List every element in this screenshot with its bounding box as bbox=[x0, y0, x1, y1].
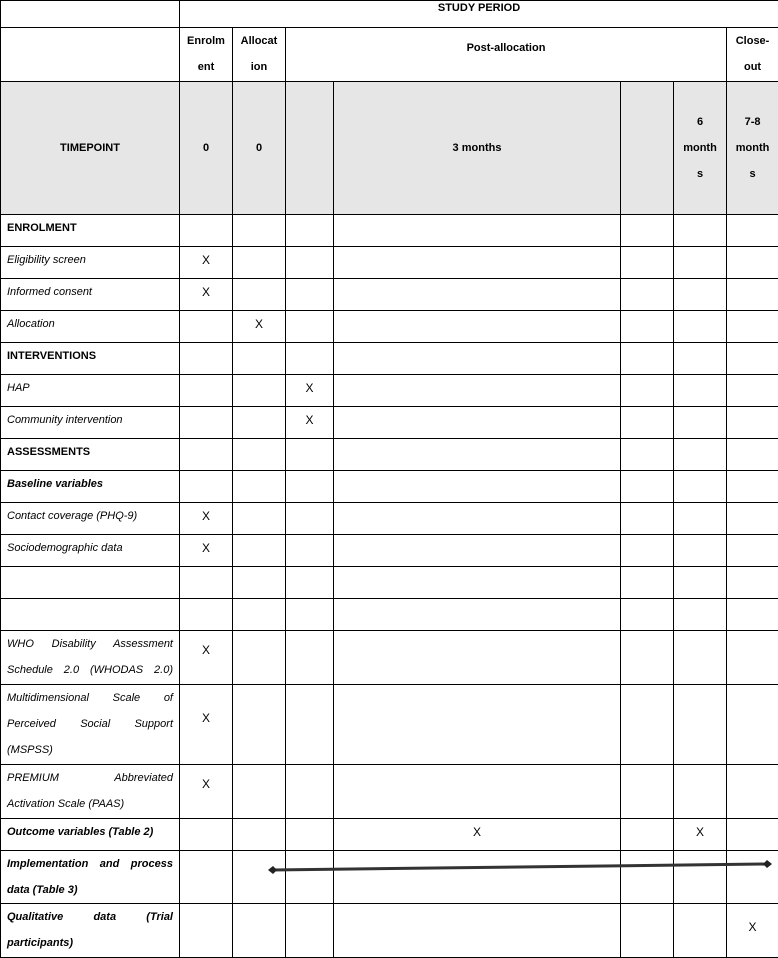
x-mark: X bbox=[180, 631, 233, 685]
row-label: Allocation bbox=[1, 311, 180, 343]
x-mark: X bbox=[180, 279, 233, 311]
row-interventions bbox=[1, 343, 778, 375]
closeout-phase-header: Close- out bbox=[727, 28, 778, 82]
timepoint-row bbox=[1, 82, 778, 215]
row-allocation bbox=[1, 311, 778, 343]
row-empty-2 bbox=[1, 599, 778, 631]
x-mark: X bbox=[233, 311, 286, 343]
x-mark: X bbox=[727, 904, 778, 958]
row-label: Sociodemographic data bbox=[1, 535, 180, 567]
row-label: ENROLMENT bbox=[1, 215, 180, 247]
row-label: Eligibility screen bbox=[1, 247, 180, 279]
row-empty-1 bbox=[1, 567, 778, 599]
x-mark: X bbox=[180, 503, 233, 535]
x-mark: X bbox=[180, 685, 233, 765]
row-label: PREMIUM Abbreviated Activation Scale (PAAS) bbox=[1, 765, 180, 819]
post-allocation-header: Post-allocation bbox=[286, 28, 727, 82]
empty-phase-cell bbox=[1, 28, 180, 82]
row-label: INTERVENTIONS bbox=[1, 343, 180, 375]
row-assessments bbox=[1, 439, 778, 471]
row-label: Baseline variables bbox=[1, 471, 180, 503]
row-label: Implementation and process data (Table 3) bbox=[1, 851, 180, 904]
timepoint-7-8-months: 7-8 month s bbox=[727, 82, 778, 215]
row-whodas bbox=[1, 631, 778, 685]
row-label: Multidimensional Scale of Perceived Social Support (MSPSS) bbox=[1, 685, 180, 765]
empty-corner-cell bbox=[1, 1, 180, 28]
row-label: HAP bbox=[1, 375, 180, 407]
row-contact-coverage bbox=[1, 503, 778, 535]
row-sociodemographic bbox=[1, 535, 778, 567]
header-row-study-period bbox=[1, 1, 778, 28]
row-hap bbox=[1, 375, 778, 407]
row-baseline-variables bbox=[1, 471, 778, 503]
row-label: Informed consent bbox=[1, 279, 180, 311]
row-label: Contact coverage (PHQ-9) bbox=[1, 503, 180, 535]
row-implementation-data bbox=[1, 851, 778, 904]
x-mark: X bbox=[674, 819, 727, 851]
header-row-phases bbox=[1, 28, 778, 82]
row-label: Qualitative data (Trial participants) bbox=[1, 904, 180, 958]
row-mspss bbox=[1, 685, 778, 765]
timepoint-allocation: 0 bbox=[233, 82, 286, 215]
timepoint-empty-1 bbox=[286, 82, 334, 215]
row-eligibility bbox=[1, 247, 778, 279]
x-mark: X bbox=[180, 765, 233, 819]
study-period-header: STUDY PERIOD bbox=[180, 1, 778, 28]
row-label: WHO Disability Assessment Schedule 2.0 (WHODAS 2.0) bbox=[1, 631, 180, 685]
allocation-phase-header: Allocat ion bbox=[233, 28, 286, 82]
x-mark: X bbox=[286, 407, 334, 439]
timepoint-3-months: 3 months bbox=[334, 82, 621, 215]
row-enrolment bbox=[1, 215, 778, 247]
x-mark: X bbox=[286, 375, 334, 407]
row-label: ASSESSMENTS bbox=[1, 439, 180, 471]
x-mark: X bbox=[180, 247, 233, 279]
row-label: Community intervention bbox=[1, 407, 180, 439]
timepoint-6-months: 6 month s bbox=[674, 82, 727, 215]
row-outcome-variables bbox=[1, 819, 778, 851]
timepoint-empty-2 bbox=[621, 82, 674, 215]
row-community-intervention bbox=[1, 407, 778, 439]
row-consent bbox=[1, 279, 778, 311]
x-mark: X bbox=[334, 819, 621, 851]
x-mark: X bbox=[180, 535, 233, 567]
row-qualitative-data bbox=[1, 904, 778, 958]
row-paas bbox=[1, 765, 778, 819]
enrolment-phase-header: Enrolm ent bbox=[180, 28, 233, 82]
row-label: Outcome variables (Table 2) bbox=[1, 819, 180, 851]
timepoint-enrolment: 0 bbox=[180, 82, 233, 215]
timepoint-label: TIMEPOINT bbox=[1, 82, 180, 215]
